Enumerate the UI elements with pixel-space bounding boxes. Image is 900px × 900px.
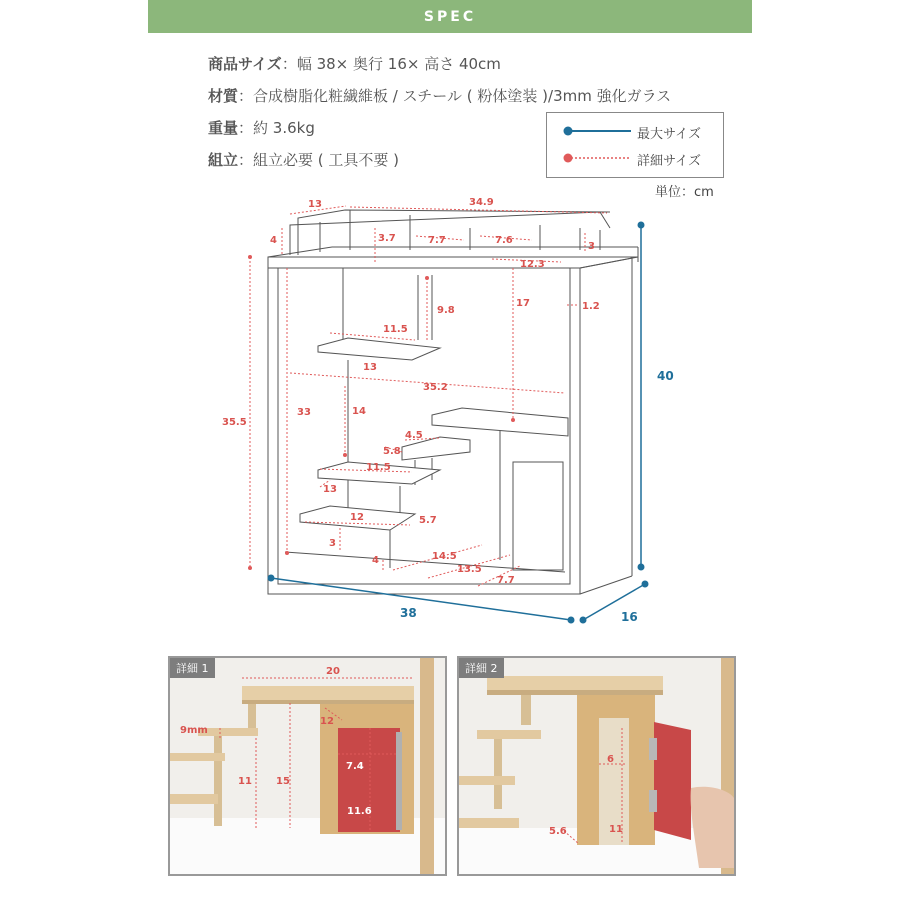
cabinet-outline [268, 210, 638, 594]
dim-floor2: 13.5 [457, 564, 482, 575]
dim-rail-height: 4 [270, 235, 277, 246]
dim-top-slot: 12.3 [520, 259, 545, 270]
d2-c: 5.6 [549, 826, 567, 837]
detail1-dim-labels [170, 658, 445, 874]
dim-step-w: 4.5 [405, 430, 423, 441]
d1-top-w: 20 [326, 666, 340, 677]
dim-shelf2-d: 13 [323, 484, 337, 495]
dim-rail-width: 34.9 [469, 197, 494, 208]
spec-size-label: 商品サイズ [208, 55, 282, 73]
dim-shelf3-h: 5.7 [419, 515, 437, 526]
detail1-photo [168, 656, 447, 876]
spec-assembly-label: 組立 [208, 151, 239, 169]
detail2-dim-labels [459, 658, 734, 874]
dim-outer-height: 35.5 [222, 417, 247, 428]
dim-shelf1-d: 13 [363, 362, 377, 373]
spec-material-value: ：合成樹脂化粧繊維板 / スチール ( 粉体塗装 )/3mm 強化ガラス [238, 87, 672, 105]
legend-detail-label: 詳細サイズ [637, 154, 701, 169]
dim-shelf-gap: 9.8 [437, 305, 455, 316]
dim-shelf3-w: 12 [350, 512, 364, 523]
spec-weight-value: ：約 3.6kg [238, 119, 315, 137]
dim-top-gap: 3.7 [378, 233, 396, 244]
dim-floor1: 14.5 [432, 551, 457, 562]
spec-weight-label: 重量 [208, 119, 239, 137]
dim-depth: 16 [621, 610, 638, 624]
dim-leg: 4 [372, 555, 379, 566]
d1-h2: 15 [276, 776, 290, 787]
dim-shelf1-w: 11.5 [383, 324, 408, 335]
dim-base-gap: 3 [329, 538, 336, 549]
spec-assembly-value: ：組立必要 ( 工具不要 ) [238, 151, 400, 169]
dim-post-h: 14 [352, 406, 366, 417]
dim-rail-depth: 13 [308, 199, 322, 210]
dim-top-gap2: 7.7 [428, 235, 446, 246]
detail1-tag: 詳細 1 [170, 658, 215, 678]
d1-door-h: 11.6 [347, 806, 372, 817]
d1-h1: 11 [238, 776, 252, 787]
banner-title: SPEC [423, 8, 477, 25]
d2-a: 6 [607, 754, 614, 765]
dim-step-h: 5.8 [383, 446, 401, 457]
detail2-photo [457, 656, 736, 876]
spec-material-label: 材質 [208, 87, 239, 105]
d1-depth: 12 [320, 716, 334, 727]
dim-width: 38 [400, 606, 417, 620]
dim-floor3: 7.7 [497, 575, 515, 586]
d2-b: 11 [609, 824, 623, 835]
detail2-tag: 詳細 2 [459, 658, 504, 678]
unit-label: 単位：cm [655, 185, 714, 200]
spec-size-value: ：幅 38× 奥行 16× 高さ 40cm [281, 55, 501, 73]
dim-inner-width: 35.2 [423, 382, 448, 393]
dim-top-gap3: 7.6 [495, 235, 513, 246]
d1-door-w: 7.4 [346, 761, 364, 772]
dim-height: 40 [657, 369, 674, 383]
dim-inner-height: 33 [297, 407, 311, 418]
d1-thick: 9mm [180, 725, 208, 736]
dim-rail-right: 3 [588, 241, 595, 252]
dim-side-thick: 1.2 [582, 301, 600, 312]
legend-max-label: 最大サイズ [637, 127, 701, 142]
dim-right-post: 17 [516, 298, 530, 309]
dim-shelf2-w: 11.5 [366, 462, 391, 473]
